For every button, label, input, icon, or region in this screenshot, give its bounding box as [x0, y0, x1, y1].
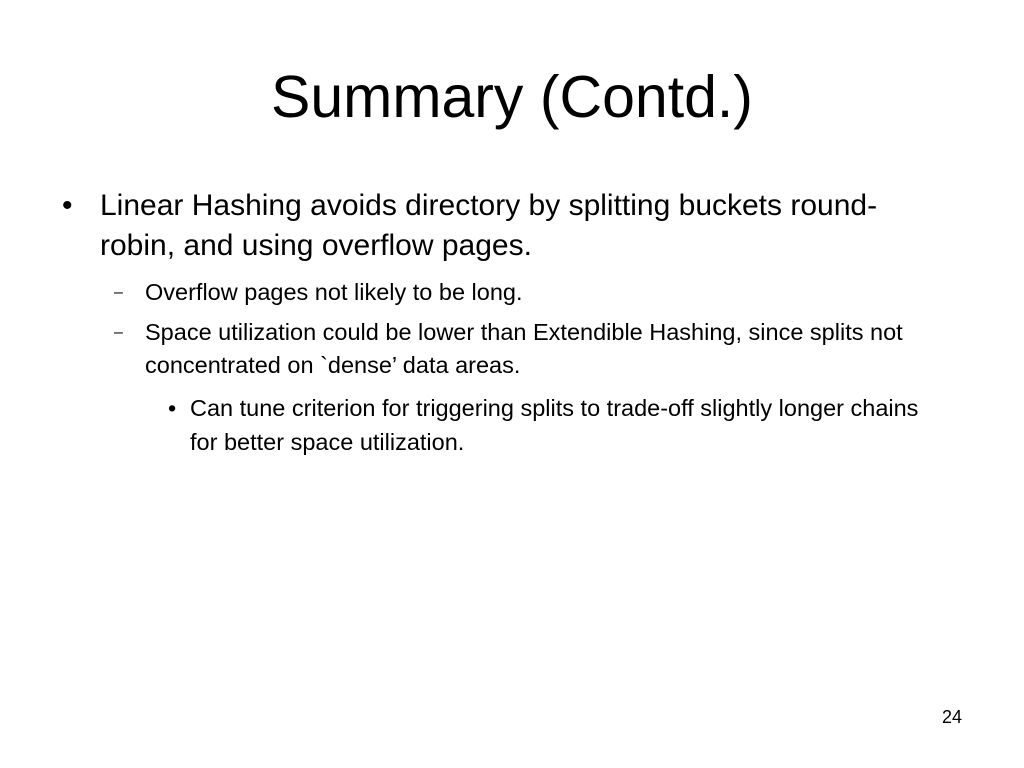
bullet-text: Overflow pages not likely to be long. [145, 279, 523, 305]
page-number: 24 [941, 707, 963, 727]
slide-title: Summary (Contd.) [271, 64, 753, 130]
bullet-dot-icon: • [62, 189, 73, 222]
bullet-dash-icon: – [114, 284, 123, 301]
bullet-level-1 [62, 186, 920, 266]
bullet-level-3 [168, 391, 950, 459]
bullet-text: Space utilization could be lower than Extendible Hashing, since splits not concentrated on `dense’ data areas. [145, 319, 903, 378]
bullet-text: Can tune criterion for triggering splits to trade-off slightly longer chains for better space utilization. [190, 395, 919, 455]
bullet-dash-icon: – [114, 324, 123, 341]
bullet-level-2 [114, 316, 965, 382]
bullet-dot-icon: • [168, 395, 177, 421]
bullet-text: Linear Hashing avoids directory by splitting buckets round-robin, and using overflow pages. [100, 189, 878, 262]
bullet-level-2 [114, 276, 965, 309]
